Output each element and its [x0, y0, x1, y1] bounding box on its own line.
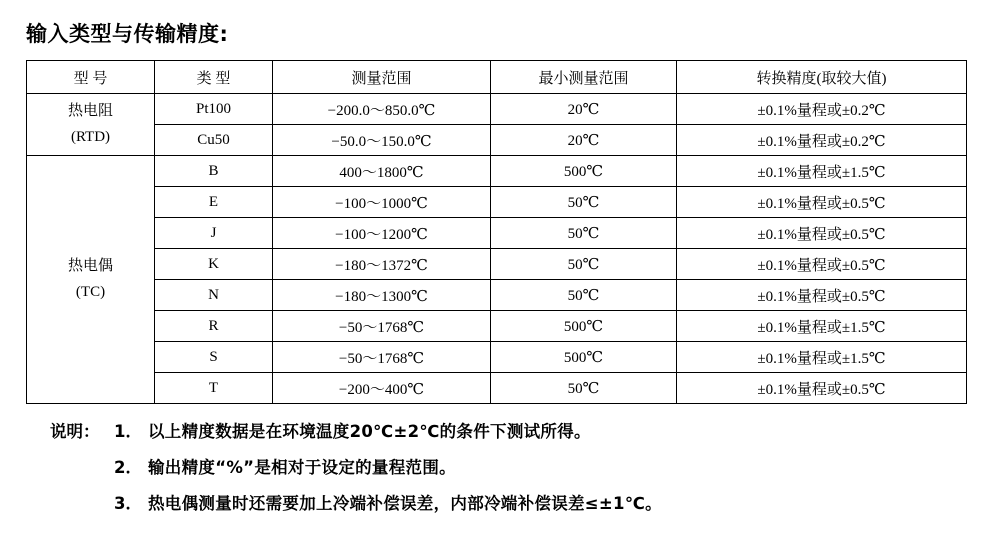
note-item — [50, 418, 966, 454]
table-row — [27, 94, 967, 125]
cell-min-range: 50℃ — [491, 218, 677, 249]
note-number: 1． — [114, 422, 142, 441]
cell-accuracy: ±0.1%量程或±0.5℃ — [677, 249, 967, 280]
cell-min-range: 20℃ — [491, 125, 677, 156]
group-label-tc — [27, 156, 155, 404]
table-row — [27, 218, 967, 249]
cell-min-range: 50℃ — [491, 187, 677, 218]
cell-type: S — [155, 342, 273, 373]
cell-type: K — [155, 249, 273, 280]
cell-accuracy: ±0.1%量程或±0.5℃ — [677, 218, 967, 249]
notes-label: 说明： — [50, 422, 100, 441]
cell-accuracy: ±0.1%量程或±1.5℃ — [677, 311, 967, 342]
table-row — [27, 311, 967, 342]
table-row — [27, 280, 967, 311]
cell-range: −200.0～850.0℃ — [273, 94, 491, 125]
note-text: 热电偶测量时还需要加上冷端补偿误差，内部冷端补偿误差≤±1℃。 — [148, 494, 662, 513]
cell-accuracy: ±0.1%量程或±0.2℃ — [677, 94, 967, 125]
table-row — [27, 342, 967, 373]
column-header-min-range: 最小测量范围 — [491, 61, 677, 94]
group-label-tc-line1: 热电偶 — [67, 258, 113, 274]
table-row — [27, 156, 967, 187]
cell-min-range: 500℃ — [491, 311, 677, 342]
cell-range: −100～1200℃ — [273, 218, 491, 249]
table-header-row — [27, 61, 967, 94]
page-title: 输入类型与传输精度: — [26, 22, 229, 46]
column-header-model: 型 号 — [27, 61, 155, 94]
column-header-type: 类 型 — [155, 61, 273, 94]
cell-range: −50.0～150.0℃ — [273, 125, 491, 156]
note-number: 3． — [114, 494, 142, 513]
cell-range: −200～400℃ — [273, 373, 491, 404]
cell-type: E — [155, 187, 273, 218]
cell-accuracy: ±0.1%量程或±1.5℃ — [677, 156, 967, 187]
cell-accuracy: ±0.1%量程或±0.5℃ — [677, 280, 967, 311]
cell-min-range: 50℃ — [491, 249, 677, 280]
note-item — [114, 490, 966, 514]
cell-range: −50～1768℃ — [273, 342, 491, 373]
cell-type: R — [155, 311, 273, 342]
table-row — [27, 125, 967, 156]
cell-accuracy: ±0.1%量程或±0.5℃ — [677, 373, 967, 404]
cell-min-range: 50℃ — [491, 373, 677, 404]
cell-min-range: 20℃ — [491, 94, 677, 125]
cell-accuracy: ±0.1%量程或±0.2℃ — [677, 125, 967, 156]
note-item — [114, 454, 966, 478]
cell-min-range: 500℃ — [491, 156, 677, 187]
cell-type: T — [155, 373, 273, 404]
notes-section — [50, 418, 966, 514]
cell-range: −100～1000℃ — [273, 187, 491, 218]
group-label-rtd-line2: (RTD) — [70, 128, 111, 145]
spec-table — [26, 60, 967, 404]
column-header-accuracy: 转换精度(取较大值) — [677, 61, 967, 94]
cell-range: −50～1768℃ — [273, 311, 491, 342]
note-text: 输出精度“%”是相对于设定的量程范围。 — [148, 458, 456, 477]
cell-range: −180～1300℃ — [273, 280, 491, 311]
cell-accuracy: ±0.1%量程或±1.5℃ — [677, 342, 967, 373]
note-text: 以上精度数据是在环境温度20℃±2℃的条件下测试所得。 — [148, 422, 591, 441]
cell-type: J — [155, 218, 273, 249]
cell-range: −180～1372℃ — [273, 249, 491, 280]
cell-min-range: 50℃ — [491, 280, 677, 311]
note-number: 2． — [114, 458, 142, 477]
cell-accuracy: ±0.1%量程或±0.5℃ — [677, 187, 967, 218]
column-header-range: 测量范围 — [273, 61, 491, 94]
cell-type: B — [155, 156, 273, 187]
table-row — [27, 373, 967, 404]
cell-type: N — [155, 280, 273, 311]
cell-type: Cu50 — [155, 125, 273, 156]
table-row — [27, 187, 967, 218]
cell-min-range: 500℃ — [491, 342, 677, 373]
group-label-rtd-line1: 热电阻 — [67, 103, 113, 119]
table-row — [27, 249, 967, 280]
group-label-tc-line2: (TC) — [75, 283, 106, 300]
cell-type: Pt100 — [155, 94, 273, 125]
group-label-rtd — [27, 94, 155, 156]
cell-range: 400～1800℃ — [273, 156, 491, 187]
